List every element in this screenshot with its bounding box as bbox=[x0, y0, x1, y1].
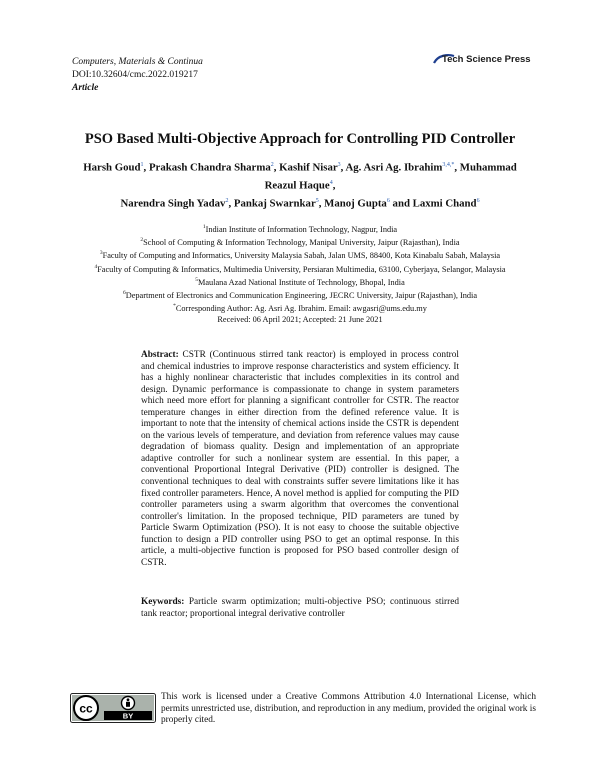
author-name: Muhammad Reazul Haque bbox=[264, 161, 517, 192]
author-list: Harsh Goud$^1$, Prakash Chandra Sharma$^2$, Kashif Nisar$^3$, Ag. Asri Ag. Ibrahim$^{3,4,*}$, Muhammad Reazul Haque$^4$, Narendra Singh Yadav$^2$, Pankaj Swarnkar$^5$, Manoj Gupta$^6$ and Laxmi Chand$^6$ bbox=[83, 161, 517, 210]
keywords-label: Keywords: bbox=[141, 597, 185, 607]
journal-name: Computers, Materials & Continua bbox=[72, 57, 203, 67]
author-affiliation-mark[interactable]: 3,4,* bbox=[442, 162, 455, 168]
author-name: Pankaj Swarnkar bbox=[233, 197, 316, 210]
affiliation-item bbox=[60, 262, 540, 275]
author-affiliation-mark[interactable]: 4 bbox=[329, 180, 333, 187]
author-name: Laxmi Chand bbox=[412, 197, 477, 210]
abstract-text: CSTR (Continuous stirred tank reactor) is employed in process control and chemical industries to improve response characteristics and system efficiency. It has a highly nonlinear characteristic that includes complexities in its control and design. Dynamic performance is compassionate to change in system parameters which need more effort for planning a significant controller for CSTR. The reactor temperature changes in either direction from the defined reference value. It is important to note that the intensity of chemical actions inside the CSTR is dependent on the various levels of temperature, and deviation from reference values may cause degradation of biomass quality. Design and implementation of an appropriate adaptive controller for such a nonlinear system are essential. In this paper, a conventional Proportional Integral Derivative (PID) controller is designed. The conventional techniques to deal with constraints suffer severe limitations like it has fixed controller parameters. Hence, A novel method is applied for computing the PID controller parameters using a swarm algorithm that overcomes the conventional controller's limitation. In the proposed technique, PID parameters are tuned by Particle Swarm Optimization (PSO). It is not easy to choose the suitable objective function to design a PID controller using PSO to get an optimal response. In this article, a multi-objective function is proposed for PSO based controller design of CSTR. bbox=[141, 350, 459, 568]
abstract bbox=[141, 350, 459, 569]
publisher-logo bbox=[432, 50, 532, 70]
affiliation-item bbox=[60, 301, 540, 314]
affiliation-mark: 5 bbox=[195, 276, 198, 283]
author-affiliation-mark[interactable]: 5 bbox=[315, 198, 319, 205]
author-affiliation-mark[interactable]: 2 bbox=[270, 162, 274, 168]
affiliation-mark: 4 bbox=[94, 263, 98, 270]
affiliation-text: Corresponding Author: Ag. Asri Ag. Ibrahim. Email: awgasri@ums.edu.my bbox=[175, 303, 427, 313]
cc-letters: cc bbox=[79, 701, 93, 716]
author-name: Ag. Asri Ag. Ibrahim bbox=[345, 161, 443, 174]
paper-title: PSO Based Multi-Objective Approach for Controlling PID Controller bbox=[84, 131, 516, 147]
affiliation-mark: 3 bbox=[99, 250, 103, 257]
affiliation-list bbox=[60, 222, 540, 326]
affiliation-text: Maulana Azad National Institute of Technology, Bhopal, India bbox=[197, 277, 405, 287]
affiliation-text: Indian Institute of Information Technology, Nagpur, India bbox=[205, 224, 398, 234]
affiliation-item bbox=[60, 275, 540, 288]
received-dates: Received: 06 April 2021; Accepted: 21 June 2021 bbox=[217, 315, 383, 325]
affiliation-mark: 1 bbox=[202, 224, 206, 230]
author-affiliation-mark[interactable]: 6 bbox=[476, 198, 480, 205]
author-affiliation-mark[interactable]: 3 bbox=[337, 162, 341, 168]
author-name: Harsh Goud bbox=[83, 161, 141, 174]
publisher-name: Tech Science Press bbox=[442, 54, 531, 65]
keywords-text: Particle swarm optimization; multi-objective PSO; continuous stirred tank reactor; proportional integral derivative controller bbox=[141, 597, 459, 619]
author-affiliation-mark[interactable]: 2 bbox=[225, 198, 229, 205]
affiliation-mark: 6 bbox=[122, 289, 126, 296]
affiliation-text: Department of Electronics and Communication Engineering, JECRC University, Jaipur (Rajasthan), India bbox=[125, 290, 478, 300]
author-name: Manoj Gupta bbox=[324, 197, 387, 210]
creative-commons-by-icon[interactable] bbox=[70, 693, 156, 723]
author-name: Narendra Singh Yadav bbox=[120, 197, 226, 210]
affiliation-item bbox=[60, 222, 540, 235]
affiliation-text: School of Computing & Information Technology, Manipal University, Jaipur (Rajasthan), India bbox=[143, 237, 460, 247]
author-name: Prakash Chandra Sharma bbox=[148, 161, 271, 174]
journal-header bbox=[72, 56, 203, 95]
doi: DOI:10.32604/cmc.2022.019217 bbox=[72, 70, 198, 80]
affiliation-mark: 2 bbox=[140, 237, 144, 244]
keywords bbox=[141, 597, 459, 620]
affiliation-mark: * bbox=[173, 303, 176, 310]
author-name: Kashif Nisar bbox=[279, 161, 338, 174]
author-affiliation-mark[interactable]: 6 bbox=[386, 198, 390, 205]
affiliation-item bbox=[60, 288, 540, 301]
by-letters: BY bbox=[122, 711, 134, 721]
affiliation-item bbox=[60, 235, 540, 248]
abstract-label: Abstract: bbox=[141, 350, 179, 360]
article-type: Article bbox=[72, 83, 99, 93]
affiliation-text: Faculty of Computing and Informatics, University Malaysia Sabah, Jalan UMS, 88400, Kota Kinabalu Sabah, Malaysia bbox=[102, 251, 501, 261]
affiliation-item bbox=[60, 248, 540, 261]
author-affiliation-mark[interactable]: 1 bbox=[140, 162, 144, 168]
affiliation-text: Faculty of Computing & Informatics, Multimedia University, Persiaran Multimedia, 63100, Cyberjaya, Selangor, Malaysia bbox=[97, 264, 506, 274]
license-text: This work is licensed under a Creative Commons Attribution 4.0 International License, which permits unrestricted use, distribution, and reproduction in any medium, provided the original work is properly cited. bbox=[161, 692, 536, 726]
